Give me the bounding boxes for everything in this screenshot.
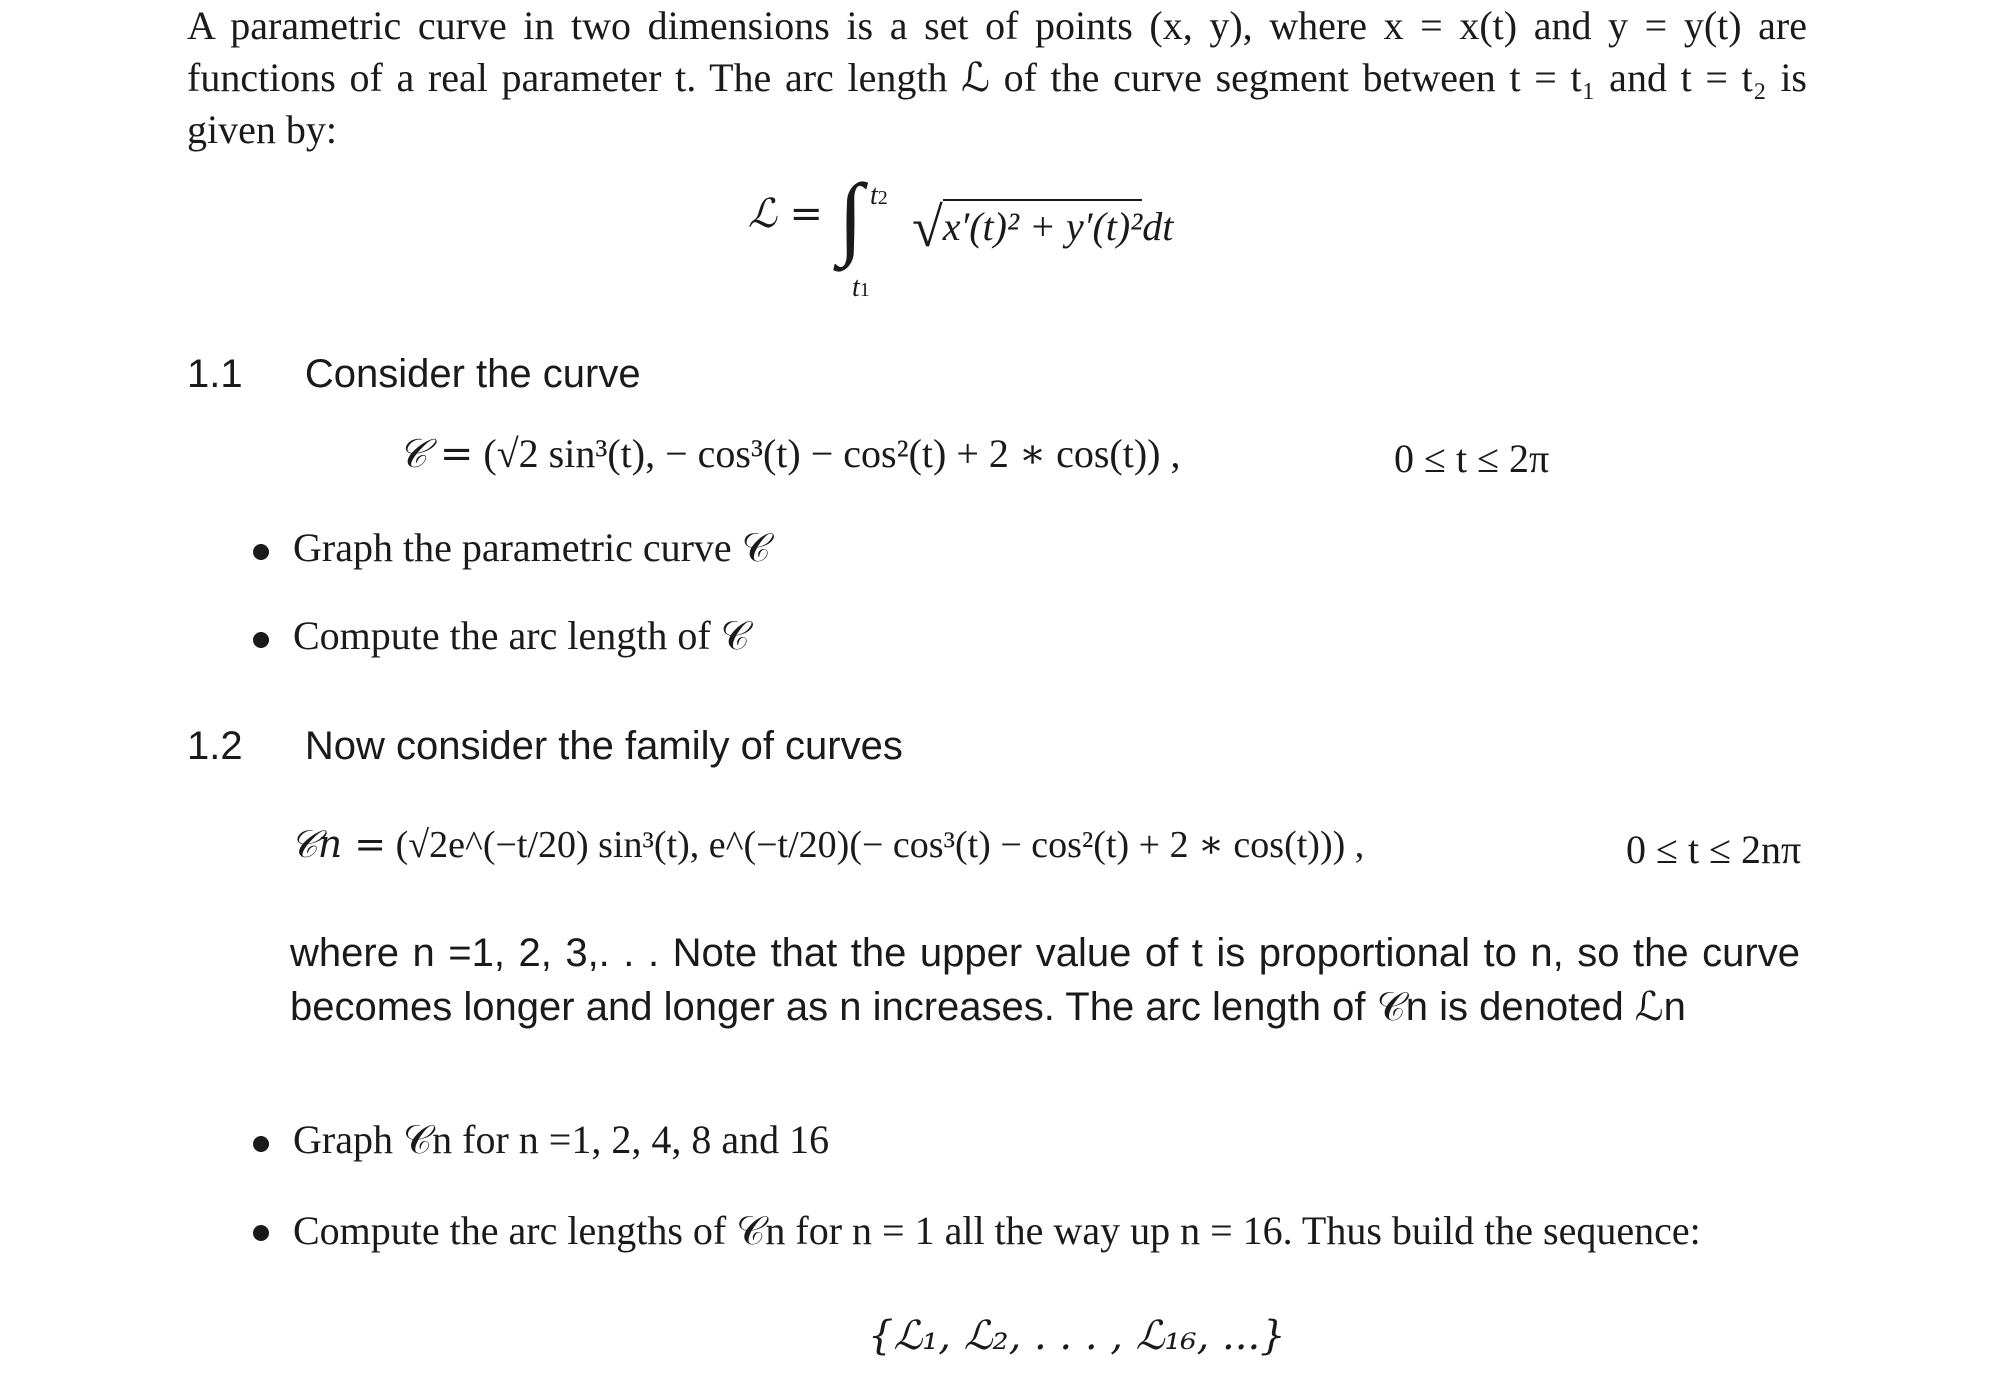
intro-paragraph [187, 0, 1807, 156]
list-item: Compute the arc lengths of 𝒞n for n = 1 all the way up n = 16. Thus build the sequence: [293, 1208, 1701, 1253]
curve-body: (√2e^(−t/20) sin³(t), e^(−t/20)(− cos³(t) − cos²(t) + 2 ∗ cos(t))) , [395, 824, 1365, 866]
bullet-marker [253, 632, 269, 648]
integrand-dt: dt [1142, 204, 1174, 249]
section-number: 1.1 [187, 352, 243, 396]
section-1-2-paragraph: where n =1, 2, 3,. . . Note that the upper value of t is proportional to n, so the curve becomes longer and longer as n increases. The arc length of 𝒞n is denoted ℒn [290, 931, 1800, 1029]
integral-upper-limit: t2 [870, 180, 888, 211]
bullet-marker [253, 1225, 269, 1241]
bullet-marker [253, 1136, 269, 1152]
curve-body: (√2 sin³(t), − cos³(t) − cos²(t) + 2 ∗ cos(t)) , [483, 431, 1181, 476]
curve-lhs: 𝒞 = [398, 431, 474, 477]
integral-lower-limit: t1 [852, 272, 870, 303]
curve-lhs: 𝒞n = [290, 822, 387, 866]
integrand: √x′(t)² + y′(t)²dt [912, 197, 1174, 259]
intro-text: A parametric curve in two dimensions is a set of points (x, y), where x = x(t) and y = y(t) are functions of a real parameter t. The arc length ℒ of the curve segment between t = t₁ and t = t₂ is given by: [187, 3, 1807, 152]
bullet-marker [253, 544, 269, 560]
section-1-1-heading [187, 352, 641, 397]
list-item: Graph the parametric curve 𝒞 [293, 525, 771, 570]
sequence-expression: {ℒ₁, ℒ₂, . . . , ℒ₁₆, ...} [868, 1313, 1286, 1359]
list-item: Graph 𝒞n for n =1, 2, 4, 8 and 16 [293, 1117, 830, 1162]
curve-c-definition [398, 430, 1180, 477]
section-1-2-heading [187, 724, 903, 769]
integral-sign: ∫ [838, 165, 864, 267]
section-title: Consider the curve [304, 352, 641, 396]
section-title: Now consider the family of curves [304, 724, 903, 768]
curve-cn-range: 0 ≤ t ≤ 2nπ [1626, 827, 1802, 872]
curve-c-range: 0 ≤ t ≤ 2π [1394, 436, 1550, 481]
formula-lhs: ℒ = [748, 191, 824, 237]
section-number: 1.2 [187, 724, 243, 768]
list-item: Compute the arc length of 𝒞 [293, 613, 750, 658]
integrand-expression: x′(t)² + y′(t)² [943, 199, 1143, 250]
arc-length-formula [748, 190, 823, 237]
curve-cn-definition [290, 822, 1364, 867]
